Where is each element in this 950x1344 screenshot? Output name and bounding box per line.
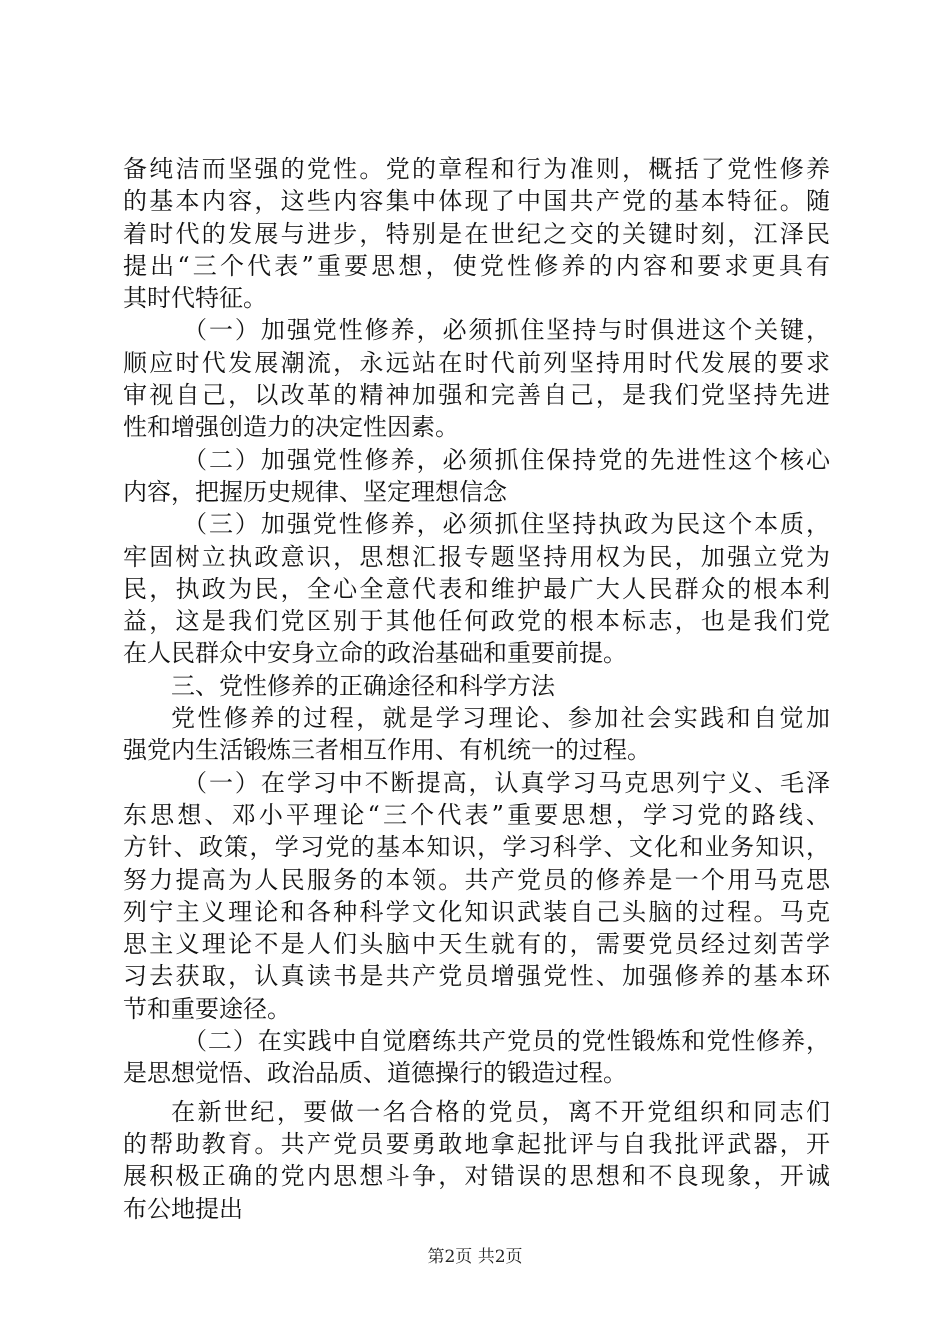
text-line: （三）加强党性修养，必须抓住坚持执政为民这个本质，: [183, 510, 830, 539]
text-line: 东思想、邓小平理论“三个代表”重要思想，学习党的路线、: [123, 800, 830, 829]
page-footer: [0, 1247, 950, 1267]
text-line: 在人民群众中安身立命的政治基础和重要前提。: [123, 639, 627, 668]
text-line: 其时代特征。: [123, 284, 267, 313]
text-line: （二）在实践中自觉磨练共产党员的党性锻炼和党性修养，: [183, 1027, 830, 1056]
text-line: （一）加强党性修养，必须抓住坚持与时俱进这个关键，: [183, 316, 830, 345]
text-line: 内容，把握历史规律、坚定理想信念: [123, 477, 507, 506]
text-line: 列宁主义理论和各种科学文化知识武装自己头脑的过程。马克: [123, 897, 830, 926]
text-line: 在新世纪，要做一名合格的党员，离不开党组织和同志们: [171, 1097, 830, 1126]
text-line: 备纯洁而坚强的党性。党的章程和行为准则，概括了党性修养: [123, 155, 830, 183]
text-line: 的帮助教育。共产党员要勇敢地拿起批评与自我批评武器，开: [123, 1129, 830, 1158]
document-body: [123, 153, 830, 1225]
text-line: （一）在学习中不断提高，认真学习马克思列宁义、毛泽: [183, 768, 830, 797]
text-line: 党性修养的过程，就是学习理论、参加社会实践和自觉加: [171, 704, 830, 733]
text-line: （二）加强党性修养，必须抓住保持党的先进性这个核心: [183, 445, 830, 474]
text-line: 益，这是我们党区别于其他任何政党的根本标志，也是我们党: [123, 607, 830, 636]
text-line: 提出“三个代表”重要思想，使党性修养的内容和要求更具有: [123, 251, 830, 280]
page-number-label: 第2页 共2页: [427, 1247, 523, 1267]
text-line: 是思想觉悟、政治品质、道德操行的锻造过程。: [123, 1059, 627, 1088]
text-line: 强党内生活锻炼三者相互作用、有机统一的过程。: [123, 736, 651, 765]
text-line: 着时代的发展与进步，特别是在世纪之交的关键时刻，江泽民: [123, 219, 830, 248]
section-heading: 三、党性修养的正确途径和科学方法: [171, 671, 555, 700]
text-line: 民，执政为民，全心全意代表和维护最广大人民群众的根本利: [123, 574, 830, 603]
text-line: 努力提高为人民服务的本领。共产党员的修养是一个用马克思: [123, 865, 830, 894]
text-line: 习去获取，认真读书是共产党员增强党性、加强修养的基本环: [123, 962, 830, 991]
text-line: 顺应时代发展潮流，永远站在时代前列坚持用时代发展的要求: [123, 348, 830, 377]
text-line: 展积极正确的党内思想斗争，对错误的思想和不良现象，开诚: [123, 1162, 830, 1191]
text-line: 节和重要途径。: [123, 994, 291, 1023]
text-line: 思主义理论不是人们头脑中天生就有的，需要党员经过刻苦学: [123, 930, 830, 959]
text-line: 性和增强创造力的决定性因素。: [123, 413, 459, 442]
text-line: 方针、政策，学习党的基本知识，学习科学、文化和业务知识，: [123, 833, 830, 862]
text-line: 审视自己，以改革的精神加强和完善自己，是我们党坚持先进: [123, 381, 830, 410]
text-line: 的基本内容，这些内容集中体现了中国共产党的基本特征。随: [123, 187, 830, 216]
text-line: 牢固树立执政意识，思想汇报专题坚持用权为民，加强立党为: [123, 542, 830, 571]
text-line: 布公地提出: [123, 1194, 243, 1223]
